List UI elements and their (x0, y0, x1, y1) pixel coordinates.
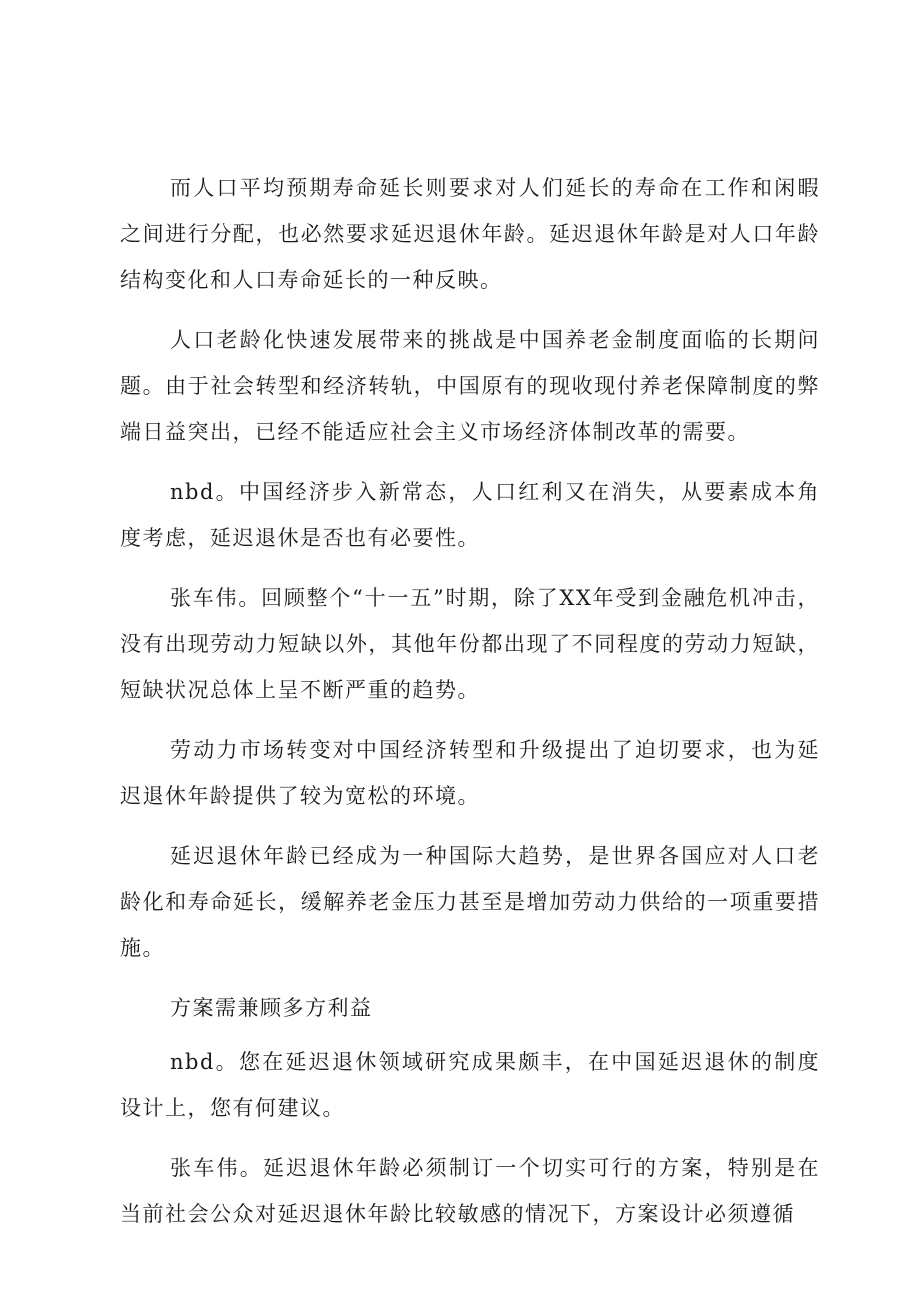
section-heading: 方案需兼顾多方利益 (170, 996, 373, 1020)
paragraph-5: 劳动力市场转变对中国经济转型和升级提出了迫切要求，也为延迟退休年龄提供了较为宽松的环境。 (120, 738, 820, 808)
paragraph-1: 而人口平均预期寿命延长则要求对人们延长的寿命在工作和闲暇之间进行分配，也必然要求延迟退休年龄。延迟退休年龄是对人口年龄结构变化和人口寿命延长的一种反映。 (120, 176, 820, 292)
document-body (120, 165, 820, 1251)
paragraph-4: 张车伟。回顾整个“十一五”时期，除了XX年受到金融危机冲击，没有出现劳动力短缺以外，其他年份都出现了不同程度的劳动力短缺，短缺状况总体上呈不断严重的趋势。 (120, 586, 820, 702)
paragraph-7: nbd。您在延迟退休领域研究成果颇丰，在中国延迟退休的制度设计上，您有何建议。 (120, 1050, 820, 1120)
paragraph-6: 延迟退休年龄已经成为一种国际大趋势，是世界各国应对人口老龄化和寿命延长，缓解养老金压力甚至是增加劳动力供给的一项重要措施。 (120, 844, 820, 960)
paragraph-2: 人口老龄化快速发展带来的挑战是中国养老金制度面临的长期问题。由于社会转型和经济转轨，中国原有的现收现付养老保障制度的弊端日益突出，已经不能适应社会主义市场经济体制改革的需要。 (120, 328, 820, 444)
paragraph-3: nbd。中国经济步入新常态，人口红利又在消失，从要素成本角度考虑，延迟退休是否也有必要性。 (120, 480, 820, 550)
paragraph-8: 张车伟。延迟退休年龄必须制订一个切实可行的方案，特别是在当前社会公众对延迟退休年龄比较敏感的情况下，方案设计必须遵循 (120, 1156, 820, 1226)
